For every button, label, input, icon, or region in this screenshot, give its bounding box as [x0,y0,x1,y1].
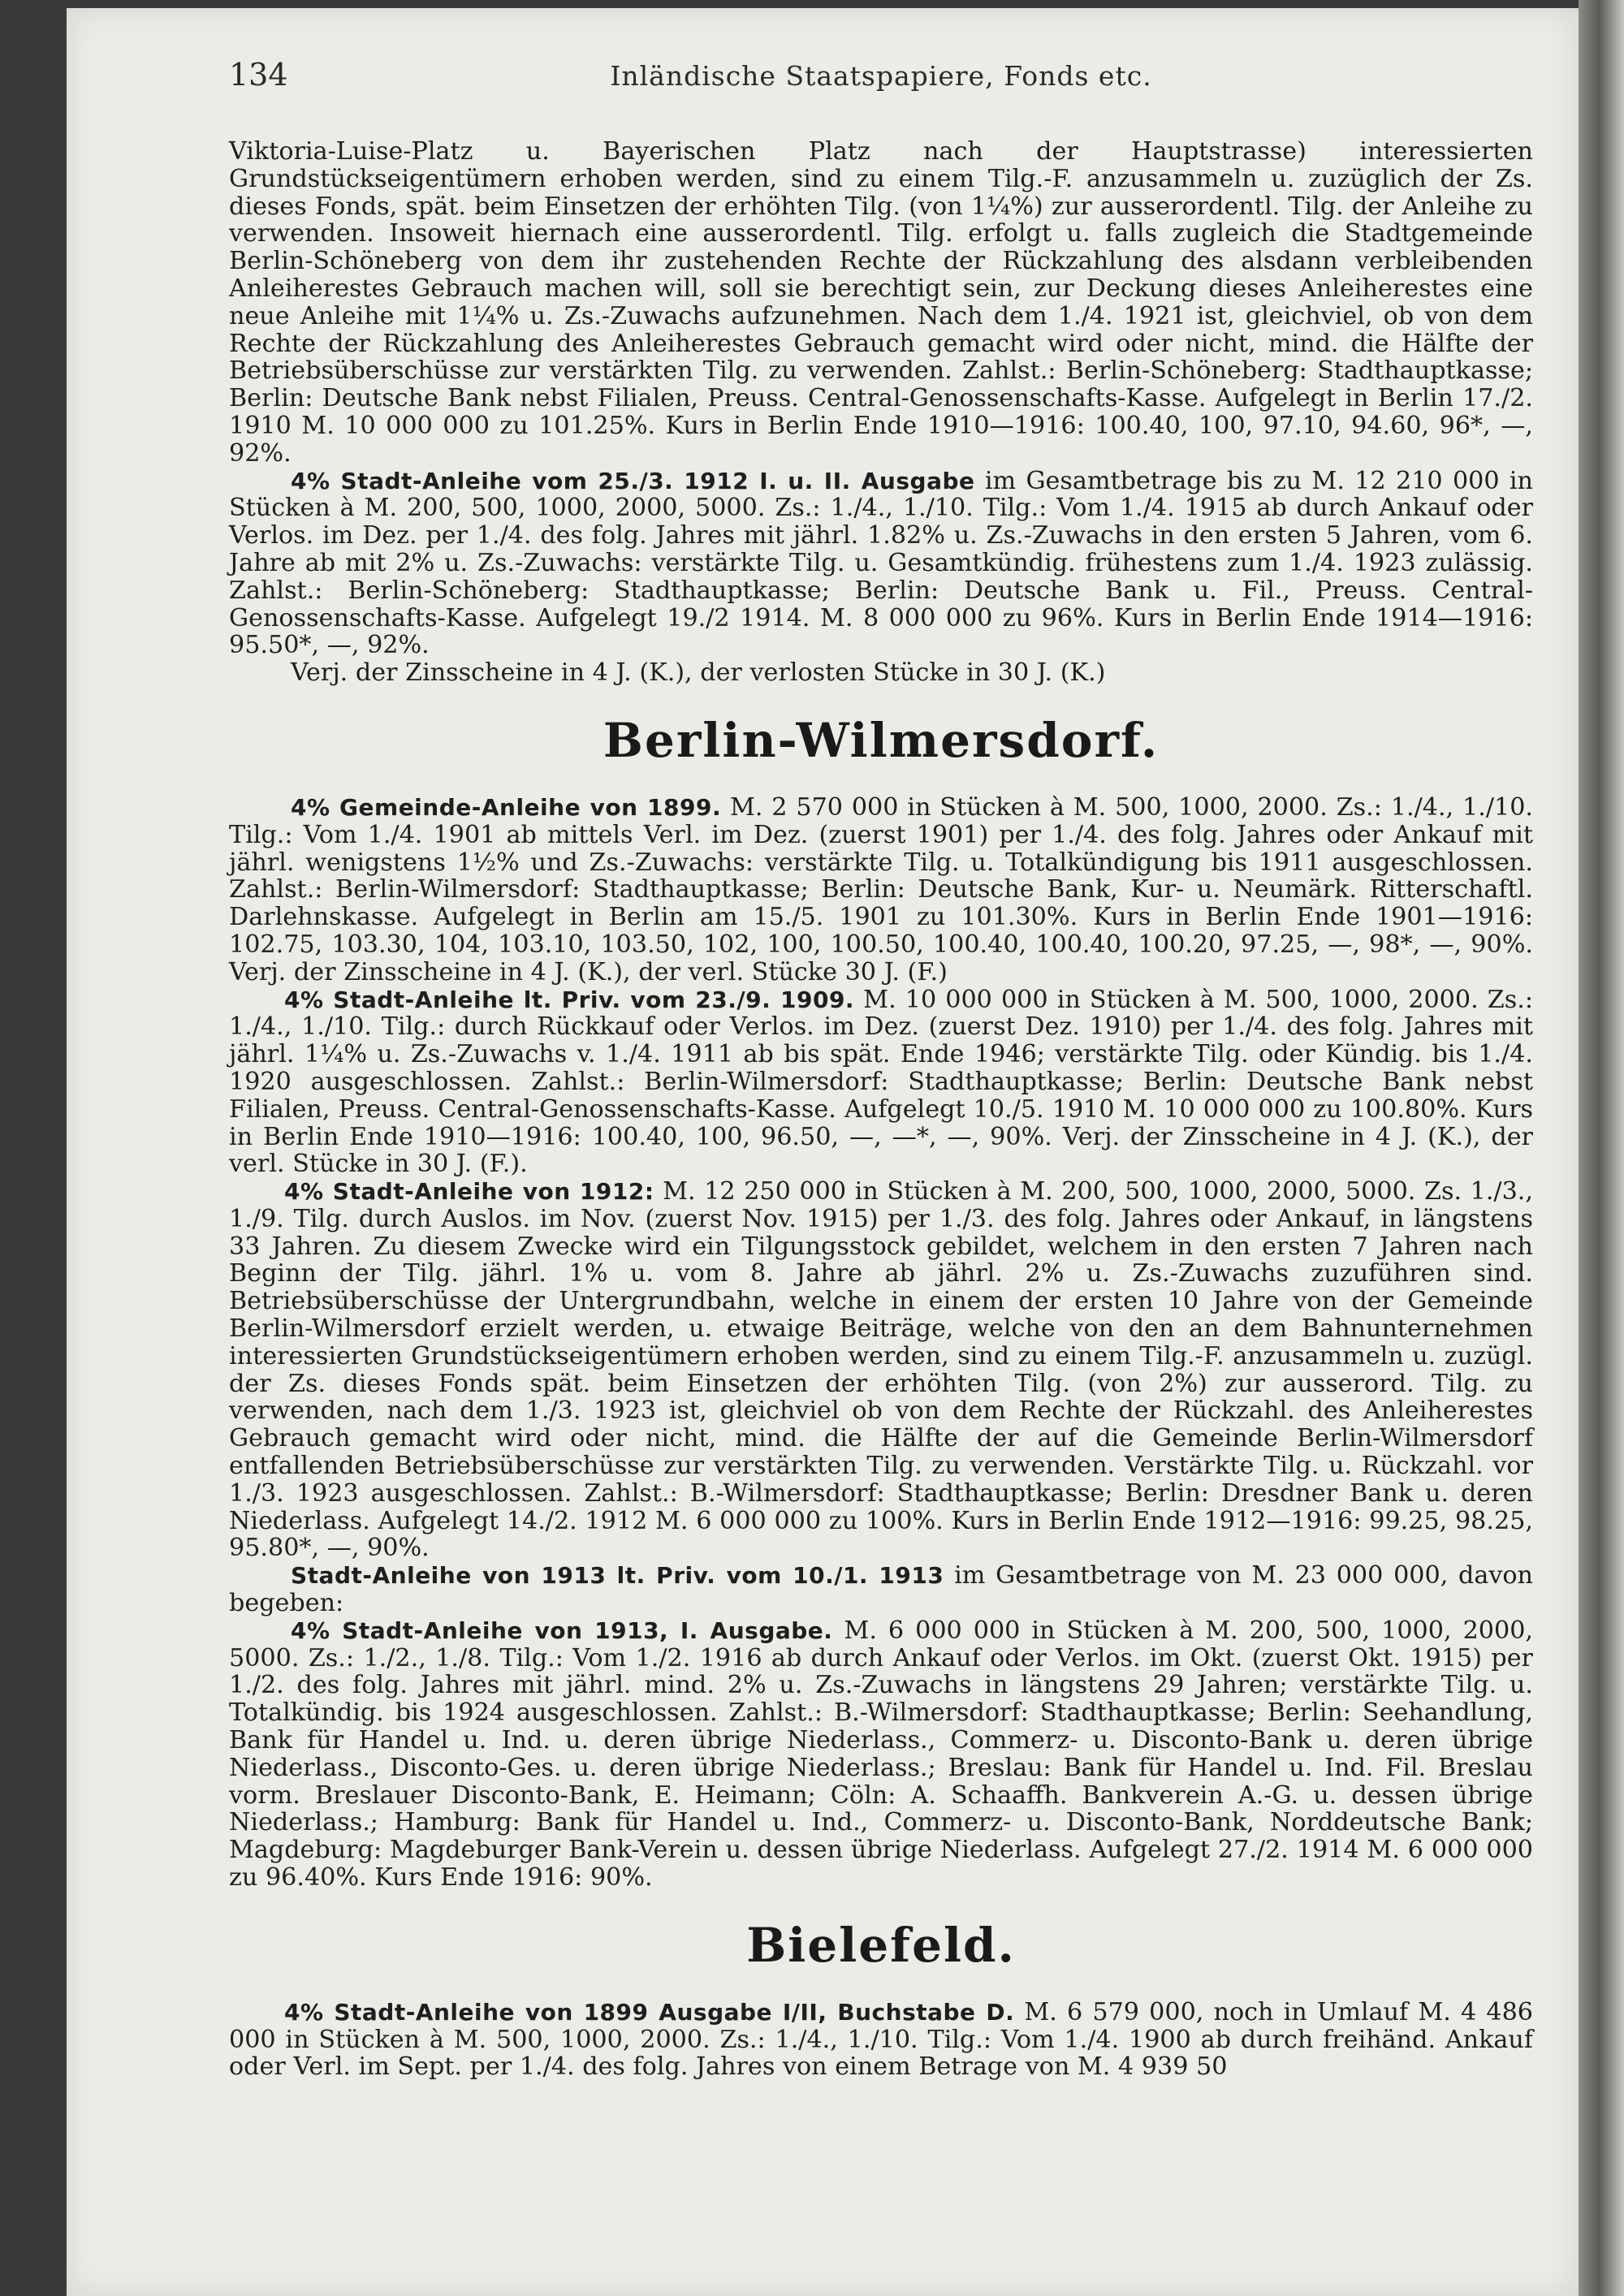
loan-details: im Gesamtbetrage von M. 23 000 000, davon begeben: [229,1561,1533,1618]
paragraph-continuation: Viktoria-Luise-Platz u. Bayerischen Platz nach der Hauptstrasse) interessierten Grundstückseigentümern erhoben werden, sind zu einem Tilg.-F. anzusammeln u. zuzüglich der Zs. dieses Fonds, spät. beim Einsetzen der erhöhten Tilg. (von 1¼%) zur ausserordentl. Tilg. der Anleihe zu verwenden. Insoweit hiernach eine ausserordentl. Tilg. erfolgt u. falls zugleich die Stadtgemeinde Berlin-Schöneberg von dem ihr zustehenden Rechte der Rückzahlung des alsdann verbleibenden Anleiherestes Gebrauch machen will, soll sie berechtigt sein, zur Deckung dieses Anleiherestes eine neue Anleihe mit 1¼% u. Zs.-Zuwachs aufzunehmen. Nach dem 1./4. 1921 ist, gleichviel, ob von dem Rechte der Rückzahlung des Anleiherestes Gebrauch gemacht wird oder nicht, mind. die Hälfte der Betriebsüberschüsse zur verstärkten Tilg. zu verwenden. Zahlst.: Berlin-Schöneberg: Stadthauptkasse; Berlin: Deutsche Bank nebst Filialen, Preuss. Central-Genossenschafts-Kasse. Aufgelegt in Berlin 17./2. 1910 M. 10 000 000 zu 101.25%. Kurs in Berlin Ende 1910—1916: 100.40, 100, 97.10, 94.60, 96*, —, 92%. [229,137,1533,468]
page-edge-shadow [1579,0,1624,2296]
paragraph-stadt-anleihe-1909 [229,986,1533,1179]
loan-details: im Gesamtbetrage bis zu M. 12 210 000 in Stücken à M. 200, 500, 1000, 2000, 5000. Zs.: 1./4., 1./10. Tilg.: Vom 1./4. 1915 ab durch Ankauf oder Verlos. im Dez. per 1./4. des folg. Jahres mit jährl. 1.82% u. Zs.-Zuwachs in den ersten 5 Jahren, vom 6. Jahre ab mit 2% u. Zs.-Zuwachs: verstärkte Tilg. u. Gesamtkündig. frühestens zum 1./4. 1923 zulässig. Zahlst.: Berlin-Schöneberg: Stadthauptkasse; Berlin: Deutsche Bank u. Fil., Preuss. Central-Genossenschafts-Kasse. Aufgelegt 19./2 1914. M. 8 000 000 zu 96%. Kurs in Berlin Ende 1914—1916: 95.50*, —, 92%. [229,466,1533,660]
loan-details: M. 12 250 000 in Stücken à M. 200, 500, 1000, 2000, 5000. Zs. 1./3., 1./9. Tilg. durch Auslos. im Nov. (zuerst Nov. 1915) per 1./3. des folg. Jahres oder Ankauf, in längstens 33 Jahren. Zu diesem Zwecke wird ein Tilgungsstock gebildet, welchem in den ersten 7 Jahren nach Beginn der Tilg. jährl. 1% u. vom 8. Jahre ab jährl. 2% u. Zs.-Zuwachs zuzuführen sind. Betriebsüberschüsse der Untergrundbahn, welche in einem der ersten 10 Jahre von der Gemeinde Berlin-Wilmersdorf erzielt werden, u. etwaige Beiträge, welche von den an dem Bahnunternehmen interessierten Grundstückseigentümern erhoben werden, sind zu einem Tilg.-F. anzusammeln u. zuzügl. der Zs. dieses Fonds spät. beim Einsetzen der erhöhten Tilg. (von 2%) zur ausserord. Tilg. zu verwenden, nach dem 1./3. 1923 ist, gleichviel ob von dem Rechte der Rückzahl. des Anleiherestes Gebrauch gemacht wird oder nicht, mind. die Hälfte der auf die Gemeinde Berlin-Wilmersdorf entfallenden Betriebsüberschüsse zur verstärkten Tilg. zu verwenden. Verstärkte Tilg. u. Rückzahl. vor 1./3. 1923 ausgeschlossen. Zahlst.: B.-Wilmersdorf: Stadthauptkasse; Berlin: Dresdner Bank u. deren Niederlass. Aufgelegt 14./2. 1912 M. 6 000 000 zu 100%. Kurs in Berlin Ende 1912—1916: 99.25, 98.25, 95.80*, —, 90%. [229,1177,1534,1563]
paragraph-stadt-anleihe-1913-ausgabe-1 [229,1617,1533,1892]
paragraph-gemeinde-anleihe-1899 [229,794,1533,986]
paragraph-stadt-anleihe-1913 [229,1562,1533,1617]
running-title: Inländische Staatspapiere, Fonds etc. [610,60,1152,92]
page-number: 134 [229,57,288,93]
paragraph-stadt-anleihe-1912 [229,468,1533,660]
paragraph-stadt-anleihe-1912-wilmersdorf [229,1178,1533,1562]
loan-details: M. 6 000 000 in Stücken à M. 200, 500, 1000, 2000, 5000. Zs.: 1./2., 1./8. Tilg.: Vom 1./2. 1916 ab durch Ankauf oder Verlos. im Okt. (zuerst Okt. 1915) per 1./2. des folg. Jahres mit jährl. mind. 2% u. Zs.-Zuwachs in längstens 29 Jahren; verstärkte Tilg. u. Totalkündig. bis 1924 ausgeschlossen. Zahlst.: B.-Wilmersdorf: Stadthauptkasse; Berlin: Seehandlung, Bank für Handel u. Ind. u. deren übrige Niederlass., Commerz- u. Disconto-Bank u. deren übrige Niederlass., Disconto-Ges. u. deren übrige Niederlass.; Breslau: Bank für Handel u. Ind. Fil. Breslau vorm. Breslauer Disconto-Bank, E. Heimann; Cöln: A. Schaaffh. Bankverein A.-G. u. dessen übrige Niederlass.; Hamburg: Bank für Handel u. Ind., Commerz- u. Disconto-Bank, Norddeutsche Bank; Magdeburg: Magdeburger Bank-Verein u. dessen übrige Niederlass. Aufgelegt 27./2. 1914 M. 6 000 000 zu 96.40%. Kurs Ende 1916: 90%. [229,1616,1533,1892]
loan-heading: Stadt-Anleihe von 1913 lt. Priv. vom 10./1. 1913 [291,1562,944,1590]
loan-details: M. 10 000 000 in Stücken à M. 500, 1000, 2000. Zs.: 1./4., 1./10. Tilg.: durch Rückkauf oder Verlos. im Dez. (zuerst Dez. 1910) per 1./4. des folg. Jahres mit jährl. 1¼% u. Zs.-Zuwachs v. 1./4. 1911 ab bis spät. Ende 1946; verstärkte Tilg. oder Kündig. bis 1./4. 1920 ausgeschlossen. Zahlst.: Berlin-Wilmersdorf: Stadthauptkasse; Berlin: Deutsche Bank nebst Filialen, Preuss. Central-Genossenschafts-Kasse. Aufgelegt 10./5. 1910 M. 10 000 000 zu 100.80%. Kurs in Berlin Ende 1910—1916: 100.40, 100, 96.50, —, —*, —, 90%. Verj. der Zinsscheine in 4 J. (K.), der verl. Stücke in 30 J. (F.). [229,985,1534,1179]
loan-heading: 4% Stadt-Anleihe von 1913, I. Ausgabe. [291,1616,833,1644]
loan-heading: 4% Stadt-Anleihe von 1899 Ausgabe I/II, Buchstabe D. [284,1998,1015,2026]
document-page [67,8,1579,2296]
town-heading-berlin-wilmersdorf: Berlin-Wilmersdorf. [603,712,1160,768]
paragraph-verjaehrung: Verj. der Zinsscheine in 4 J. (K.), der verlosten Stücke in 30 J. (K.) [291,658,1106,688]
loan-details: M. 2 570 000 in Stücken à M. 500, 1000, 2000. Zs.: 1./4., 1./10. Tilg.: Vom 1./4. 1901 ab mittels Verl. im Dez. (zuerst 1901) per 1./4. des folg. Jahres oder Ankauf mit jährl. wenigstens 1½% und Zs.-Zuwachs: verstärkte Tilg. u. Totalkündigung bis 1911 ausgeschlossen. Zahlst.: Berlin-Wilmersdorf: Stadthauptkasse; Berlin: Deutsche Bank, Kur- u. Neumärk. Ritterschaftl. Darlehnskasse. Aufgelegt in Berlin am 15./5. 1901 zu 101.30%. Kurs in Berlin Ende 1901—1916: 102.75, 103.30, 104, 103.10, 103.50, 102, 100, 100.50, 100.40, 100.40, 100.20, 97.25, —, 98*, —, 90%. Verj. der Zinsscheine in 4 J. (K.), der verl. Stücke 30 J. (F.) [229,792,1533,986]
loan-heading: 4% Gemeinde-Anleihe von 1899. [291,793,722,821]
loan-heading: 4% Stadt-Anleihe vom 25./3. 1912 I. u. II. Ausgabe [291,467,975,494]
loan-heading: 4% Stadt-Anleihe von 1912: [284,1178,654,1206]
town-heading-bielefeld: Bielefeld. [746,1917,1016,1973]
paragraph-bielefeld-anleihe-1899 [229,1999,1533,2081]
loan-details: M. 6 579 000, noch in Umlauf M. 4 486 000 in Stücken à M. 500, 1000, 2000. Zs.: 1./4., 1./10. Tilg.: Vom 1./4. 1900 ab durch freihänd. Ankauf oder Verl. im Sept. per 1./4. des folg. Jahres von einem Betrage von M. 4 939 50 [229,1997,1533,2082]
body-text [229,138,1533,2081]
loan-heading: 4% Stadt-Anleihe lt. Priv. vom 23./9. 1909. [284,986,855,1013]
page-header [229,57,1533,106]
